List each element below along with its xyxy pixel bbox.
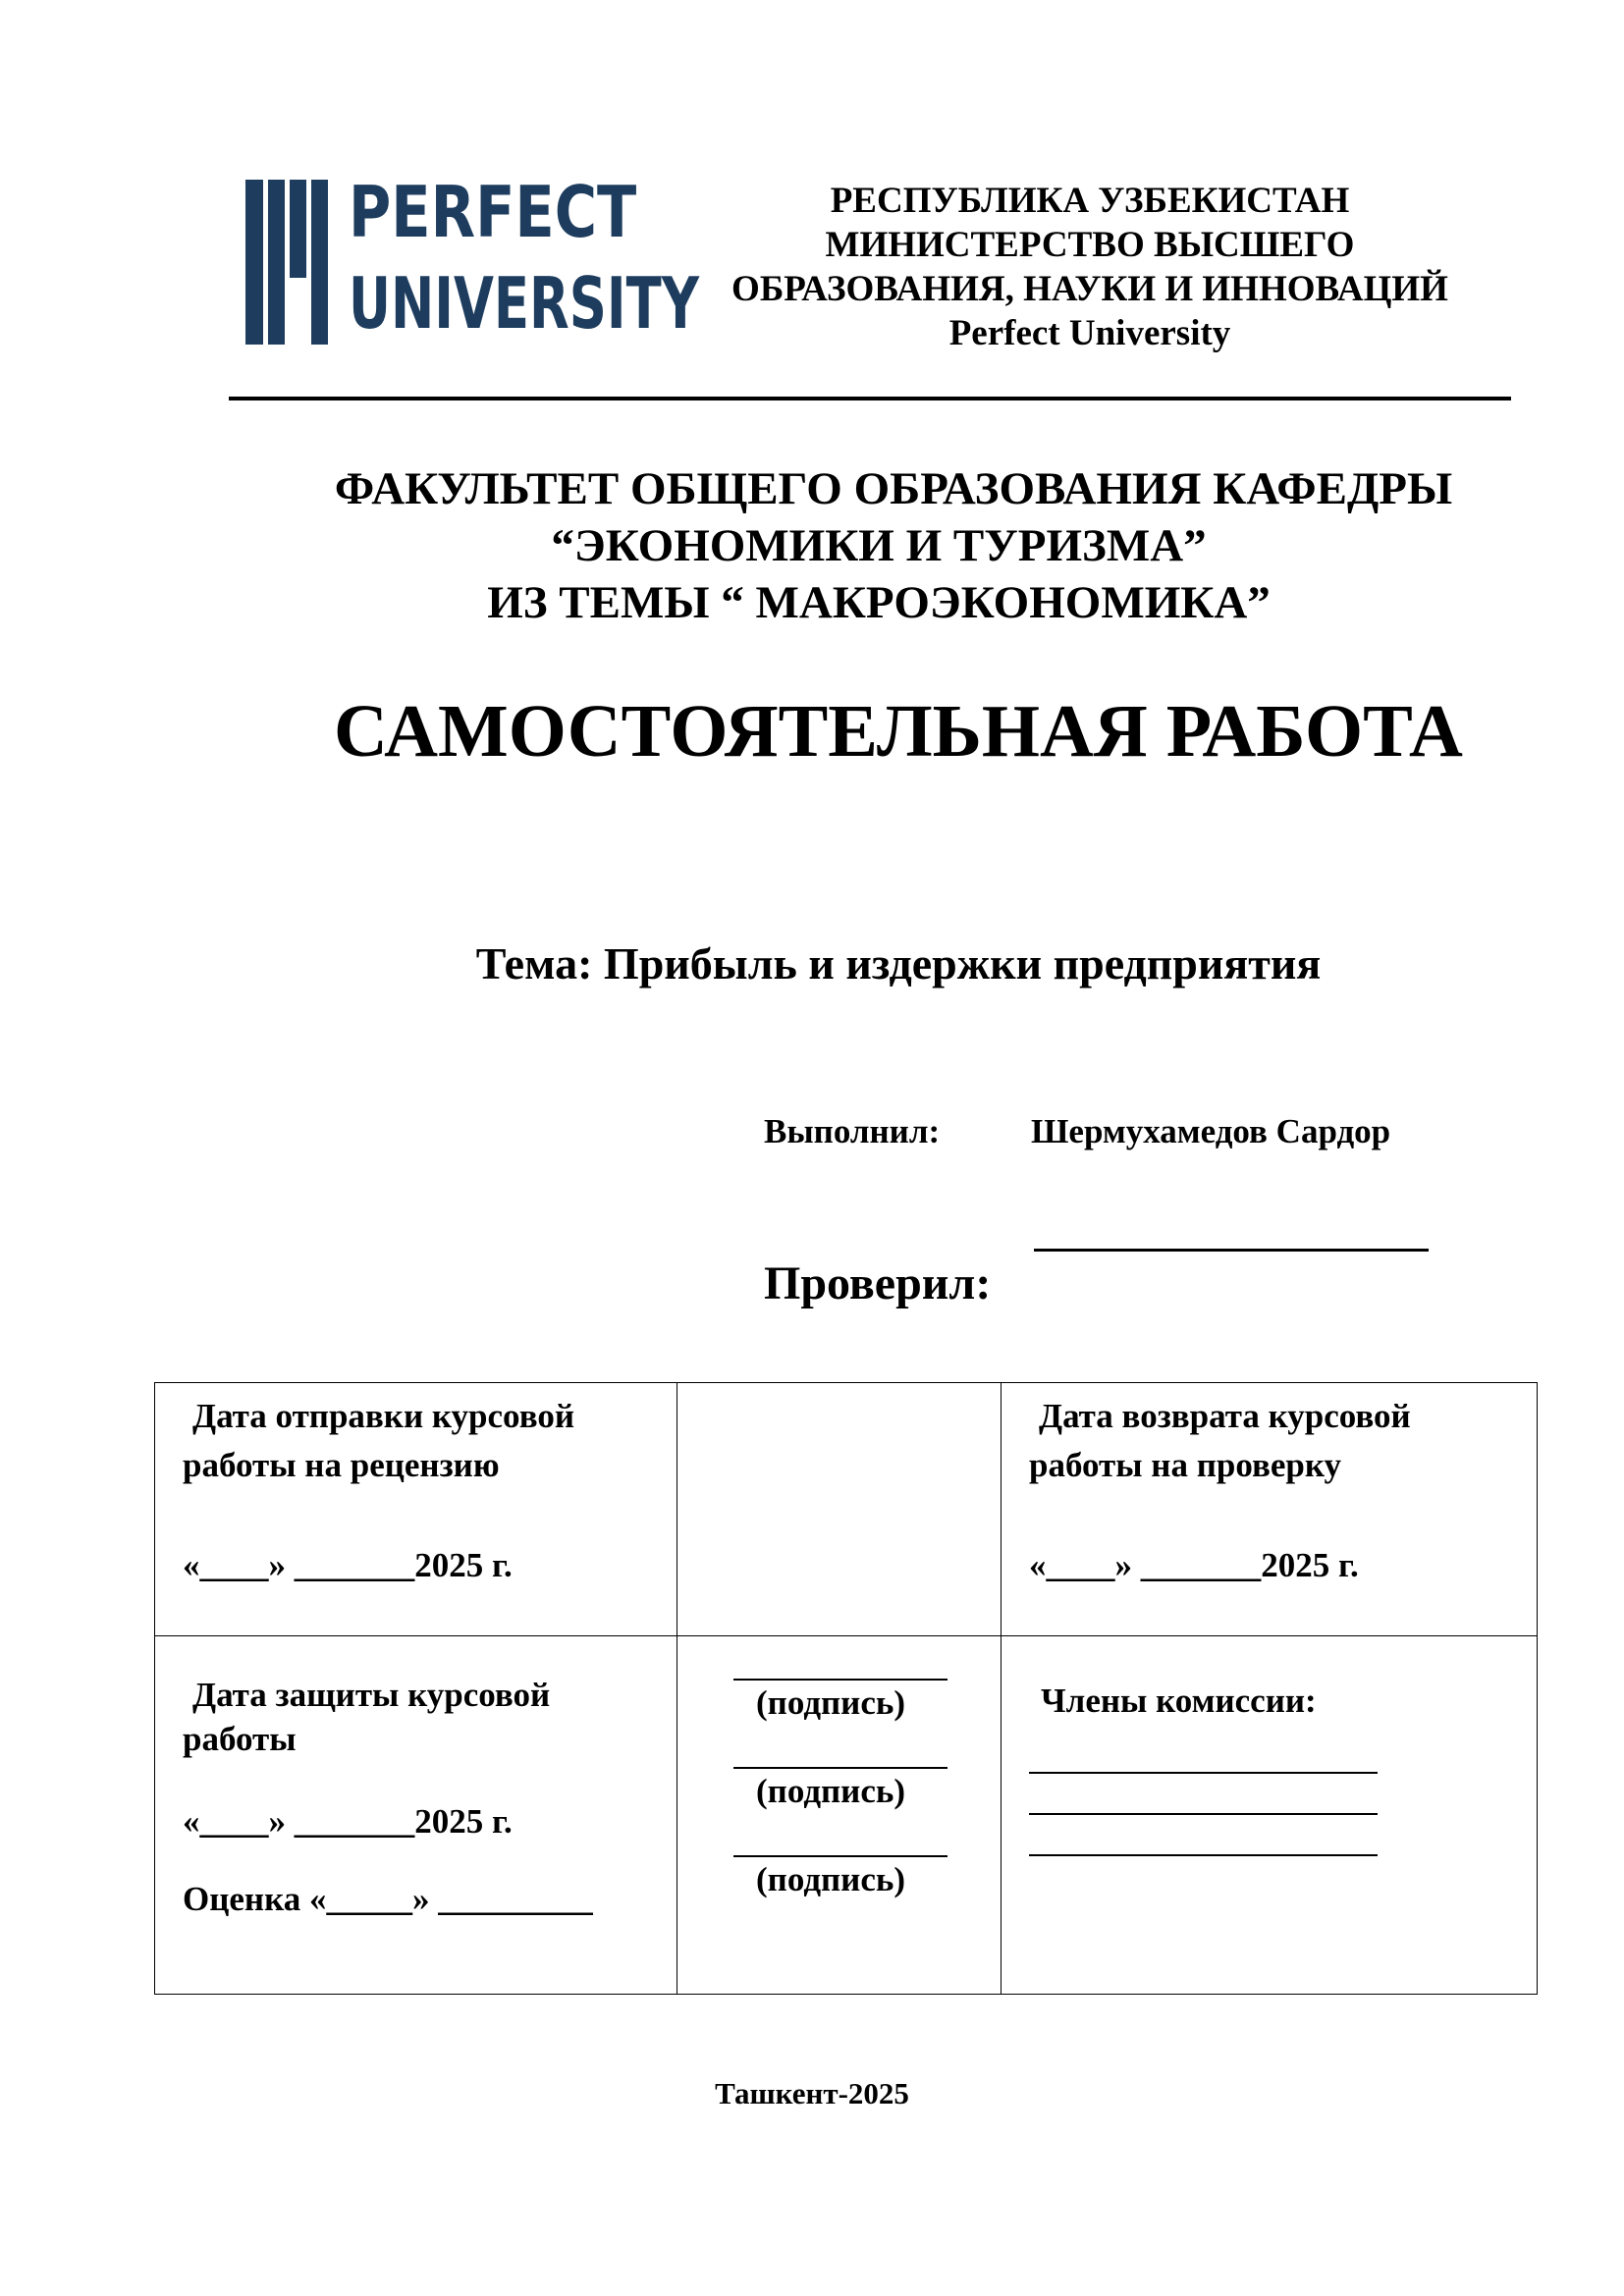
signature-label-2: (подпись)	[756, 1772, 906, 1810]
commission-label: Члены комиссии:	[1041, 1682, 1317, 1720]
review-table	[154, 1382, 1538, 1995]
defense-line-1: Дата защиты курсовой	[192, 1676, 551, 1714]
logo-text-perfect: PERFECT	[349, 171, 637, 253]
send-line-2: работы на рецензию	[183, 1446, 500, 1484]
university-logo	[245, 171, 700, 353]
grade-field: Оценка «_____» _________	[183, 1880, 593, 1918]
commission-cell	[1001, 1636, 1538, 1995]
checked-label: Проверил:	[764, 1257, 992, 1309]
logo-bars-icon	[245, 180, 328, 345]
faculty-line-1: ФАКУЛЬТЕТ ОБЩЕГО ОБРАЗОВАНИЯ КАФЕДРЫ	[334, 463, 1453, 514]
signature-line-1	[733, 1679, 947, 1681]
faculty-line-2: “ЭКОНОМИКИ И ТУРИЗМА”	[551, 520, 1207, 571]
return-date-cell	[1001, 1383, 1538, 1636]
send-date-cell	[155, 1383, 677, 1636]
work-title: САМОСТОЯТЕЛЬНАЯ РАБОТА	[334, 690, 1463, 773]
header-line-3: ОБРАЗОВАНИЯ, НАУКИ И ИННОВАЦИЙ	[731, 269, 1448, 309]
defense-date-field: «____» _______2025 г.	[183, 1802, 513, 1841]
signature-line-2	[733, 1767, 947, 1769]
return-line-1: Дата возврата курсовой	[1039, 1397, 1411, 1435]
commission-line-3	[1029, 1854, 1378, 1856]
faculty-line-3: ИЗ ТЕМЫ “ МАКРОЭКОНОМИКА”	[487, 577, 1271, 628]
header-line-2: МИНИСТЕРСТВО ВЫСШЕГО	[825, 225, 1355, 265]
performed-label: Выполнил:	[764, 1112, 941, 1150]
send-date-field: «____» _______2025 г.	[183, 1546, 513, 1584]
signature-label-1: (подпись)	[756, 1683, 906, 1722]
city-year-footer: Ташкент-2025	[715, 2076, 909, 2110]
logo-text-university: UNIVERSITY	[349, 262, 700, 345]
signature-line-3	[733, 1855, 947, 1857]
defense-cell	[155, 1636, 677, 1995]
header-line-1: РЕСПУБЛИКА УЗБЕКИСТАН	[830, 181, 1350, 221]
commission-line-1	[1029, 1772, 1378, 1774]
empty-cell	[677, 1383, 1001, 1636]
return-line-2: работы на проверку	[1029, 1446, 1342, 1484]
checker-name-line	[1034, 1249, 1429, 1252]
signatures-cell	[677, 1636, 1001, 1995]
commission-line-2	[1029, 1813, 1378, 1815]
defense-line-2: работы	[183, 1720, 297, 1758]
performed-name: Шермухамедов Сардор	[1031, 1112, 1391, 1150]
topic: Тема: Прибыль и издержки предприятия	[475, 938, 1322, 988]
signature-label-3: (подпись)	[756, 1860, 906, 1898]
header-line-4: Perfect University	[948, 313, 1231, 353]
header-divider	[229, 397, 1511, 400]
send-line-1: Дата отправки курсовой	[192, 1397, 575, 1435]
return-date-field: «____» _______2025 г.	[1029, 1546, 1359, 1584]
